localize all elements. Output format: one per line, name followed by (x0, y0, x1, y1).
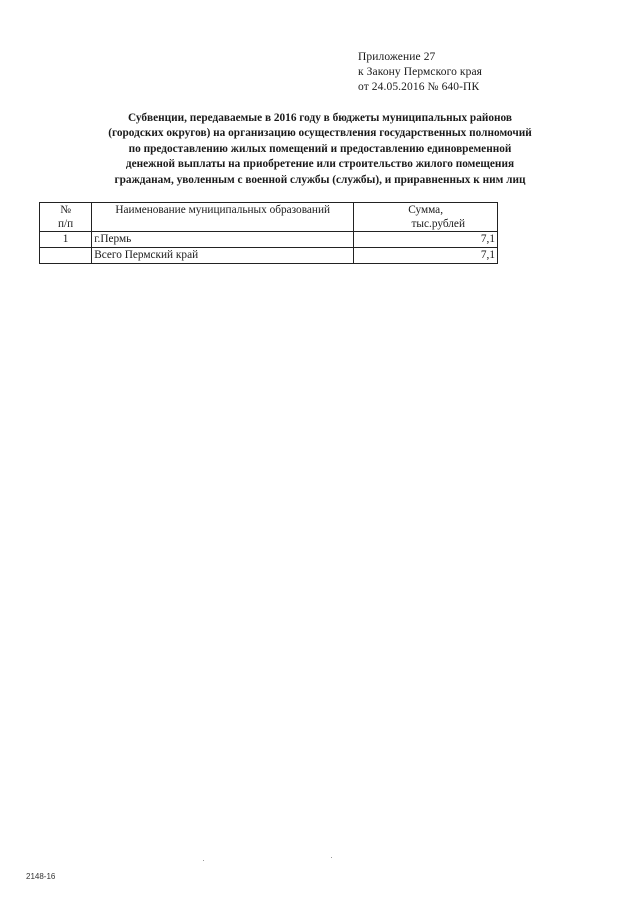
title-line-4: денежной выплаты на приобретение или строительство жилого помещения (125, 158, 515, 171)
header-number-symbol: № (60, 204, 71, 216)
scan-speck (203, 860, 204, 861)
total-number (40, 248, 92, 264)
header-amount-label: Сумма, (408, 204, 444, 216)
header-municipality: Наименование муниципальных образований (92, 203, 354, 232)
row-municipality: г.Пермь (92, 232, 354, 248)
total-label: Всего Пермский край (92, 248, 354, 264)
appendix-number: Приложение 27 (358, 51, 436, 63)
header-amount (354, 203, 498, 232)
document-title (20, 111, 620, 188)
scan-speck (331, 857, 332, 858)
header-number (40, 203, 92, 232)
total-amount: 7,1 (354, 248, 498, 264)
row-amount: 7,1 (354, 232, 498, 248)
appendix-law: к Закону Пермского края (358, 66, 483, 78)
title-line-3: по предоставлению жилых помещений и предоставлению единовременной (128, 142, 512, 155)
document-registration-number: 2148-16 (26, 872, 56, 881)
title-line-5: гражданам, уволенным с военной службы (службы), и приравненных к ним лиц (114, 173, 526, 186)
header-amount-unit: тыс.рублей (411, 218, 465, 230)
table-total-row (40, 248, 498, 264)
appendix-reference (358, 50, 482, 95)
row-number: 1 (40, 232, 92, 248)
table-row (40, 232, 498, 248)
header-number-abbr: п/п (57, 218, 74, 230)
table-header-row (40, 203, 498, 232)
title-line-2: (городских округов) на организацию осуществления государственных полномочий (108, 127, 532, 140)
appendix-law-date: от 24.05.2016 № 640-ПК (358, 81, 480, 93)
title-line-1: Субвенции, передаваемые в 2016 году в бюджеты муниципальных районов (127, 112, 513, 124)
subsidies-table (39, 202, 498, 264)
